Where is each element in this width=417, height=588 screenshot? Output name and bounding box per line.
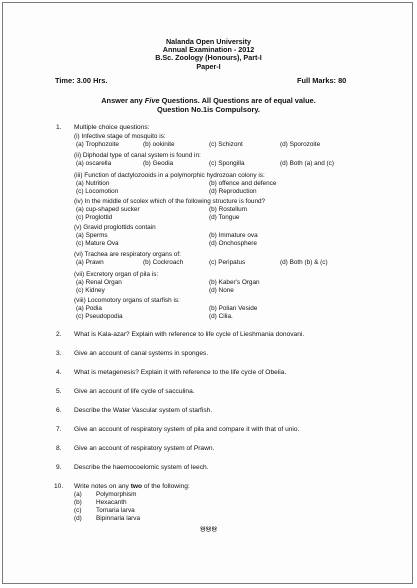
question-text: Give an account of canal systems in sponges.: [74, 350, 209, 357]
question-number: 2.: [56, 331, 62, 338]
q1-option: (c) Mature Ova: [76, 240, 119, 247]
q1-part-stem: (viii) Locomotory organs of starfish is:: [74, 297, 180, 304]
q1-option: (a) Trophozoite: [76, 141, 119, 148]
q1-option: (d) Onchosphere: [209, 240, 257, 247]
q1-option: (d) Both (b) & (c): [280, 259, 328, 266]
q1-option: (c) Kidney: [76, 287, 105, 294]
q1-part-stem: (vi) Trachea are respiratory organs of:: [74, 251, 181, 258]
question-text: What is metagenesis? Explain it with reference to the life cycle of Obelia.: [74, 369, 287, 376]
instr-part-2: Questions. All Questions are of equal value.: [159, 96, 316, 105]
q1-option: (b) Kaber's Organ: [209, 279, 260, 286]
q1-option: (c) Pseudopodia: [76, 313, 123, 320]
q1-text: Multiple choice questions:: [74, 124, 150, 131]
q1-option: (a) oscarella: [76, 160, 112, 167]
question-number: 8.: [56, 445, 62, 452]
question-text: Give an account of life cycle of sacculina.: [74, 388, 195, 395]
q10-text-before: Write notes on any: [74, 483, 131, 490]
question-text: Give an account of respiratory system of pila and compare it with that of unio.: [74, 426, 300, 433]
q1-number: 1.: [56, 124, 62, 131]
q10-text-after: of the following:: [142, 483, 190, 490]
full-marks: Full Marks: 80: [297, 76, 347, 85]
q1-option: (a) Sperms: [76, 232, 108, 239]
university-name: Nalanda Open University: [165, 37, 252, 46]
question-text: Give an account of respiratory system of Prawn.: [74, 445, 215, 452]
q1-option: (b) offence and defence: [209, 180, 277, 187]
question-text: Describe the Water Vascular system of starfish.: [74, 407, 213, 414]
instr-part-1: Answer any: [101, 96, 145, 105]
q1-option: (c) Schizont: [209, 141, 243, 148]
q10-item-text: Hexacanth: [96, 499, 127, 506]
question-number: 6.: [56, 407, 62, 414]
q1-option: (c) Spongilla: [209, 160, 245, 167]
q10-item-label: (a): [74, 491, 82, 498]
question-number: 9.: [56, 464, 62, 471]
q10-number: 10.: [54, 483, 64, 490]
q1-option: (c) Proglottid: [76, 214, 113, 221]
q1-option: (d) Both (a) and (c): [280, 160, 334, 167]
q1-part-stem: (v) Gravid proglottids contain: [74, 224, 156, 231]
q1-part-stem: (i) Infective stage of mosquito is:: [74, 133, 166, 140]
exam-paper: [2, 2, 413, 584]
q1-option: (c) Peripatus: [209, 259, 246, 266]
question-number: 4.: [56, 369, 62, 376]
q1-option: (d) Cilia.: [209, 313, 233, 320]
q1-part-stem: (ii) Diphodal type of canal system is found in:: [74, 152, 201, 159]
q1-option: (d) Sporozoite: [280, 141, 321, 148]
q10-item-text: Polymorphism: [96, 491, 137, 498]
q10-item-label: (c): [74, 507, 82, 514]
q1-option: (b) Geodia: [143, 160, 174, 167]
q1-option: (d) Tongue: [209, 214, 240, 221]
q1-part-stem: (vii) Excretory organ of pila is:: [74, 271, 159, 278]
instructions-line-1: [0, 96, 417, 105]
question-text: What is Kala-azar? Explain with reference to life cycle of Lieshmania donovani.: [74, 331, 305, 338]
q1-option: (b) Rostellum: [209, 206, 247, 213]
time-allowed: Time: 3.00 Hrs.: [55, 76, 108, 85]
q1-part-stem: (iii) Function of dactylozooids in a polymorphic hydrozoan colony is:: [74, 172, 265, 179]
q1-option: (b) ookinite: [143, 141, 175, 148]
q10-text-bold: two: [130, 483, 143, 490]
q10-item-label: (b): [74, 499, 82, 506]
end-mark: ഋഋഋ: [199, 526, 218, 532]
instructions-line-2: Question No.1is Compulsory.: [157, 105, 260, 114]
q1-option: (a) Renal Organ: [76, 279, 122, 286]
question-number: 7.: [56, 426, 62, 433]
instr-five: Five: [144, 96, 160, 105]
question-text: Describe the haemocoelomic system of leech.: [74, 464, 209, 471]
question-number: 3.: [56, 350, 62, 357]
course-name: B.Sc. Zoology (Honours), Part-I: [155, 53, 262, 62]
q1-option: (a) Nutrition: [76, 180, 110, 187]
q10-item-text: Tornaria larva: [96, 507, 135, 514]
q1-part-stem: (iv) In the middle of scolex which of the following structure is found?: [74, 198, 266, 205]
q1-option: (a) Prawn: [76, 259, 104, 266]
q1-option: (d) None: [209, 287, 234, 294]
q1-option: (a) cup-shaped sucker: [76, 206, 140, 213]
q1-option: (b) Cockroach: [143, 259, 184, 266]
q1-option: (b) Immature ova: [209, 232, 258, 239]
question-number: 5.: [56, 388, 62, 395]
q1-option: (a) Podia: [76, 305, 102, 312]
q1-option: (c) Locomotion: [76, 188, 119, 195]
q10-item-text: Bipinnaria larva: [96, 515, 141, 522]
exam-title: Annual Examination - 2012: [162, 45, 255, 54]
q10-item-label: (d): [74, 515, 82, 522]
q1-option: (d) Reproduction: [209, 188, 257, 195]
paper-number: Paper-I: [196, 62, 221, 71]
q1-option: (b) Polian Veside: [209, 305, 258, 312]
